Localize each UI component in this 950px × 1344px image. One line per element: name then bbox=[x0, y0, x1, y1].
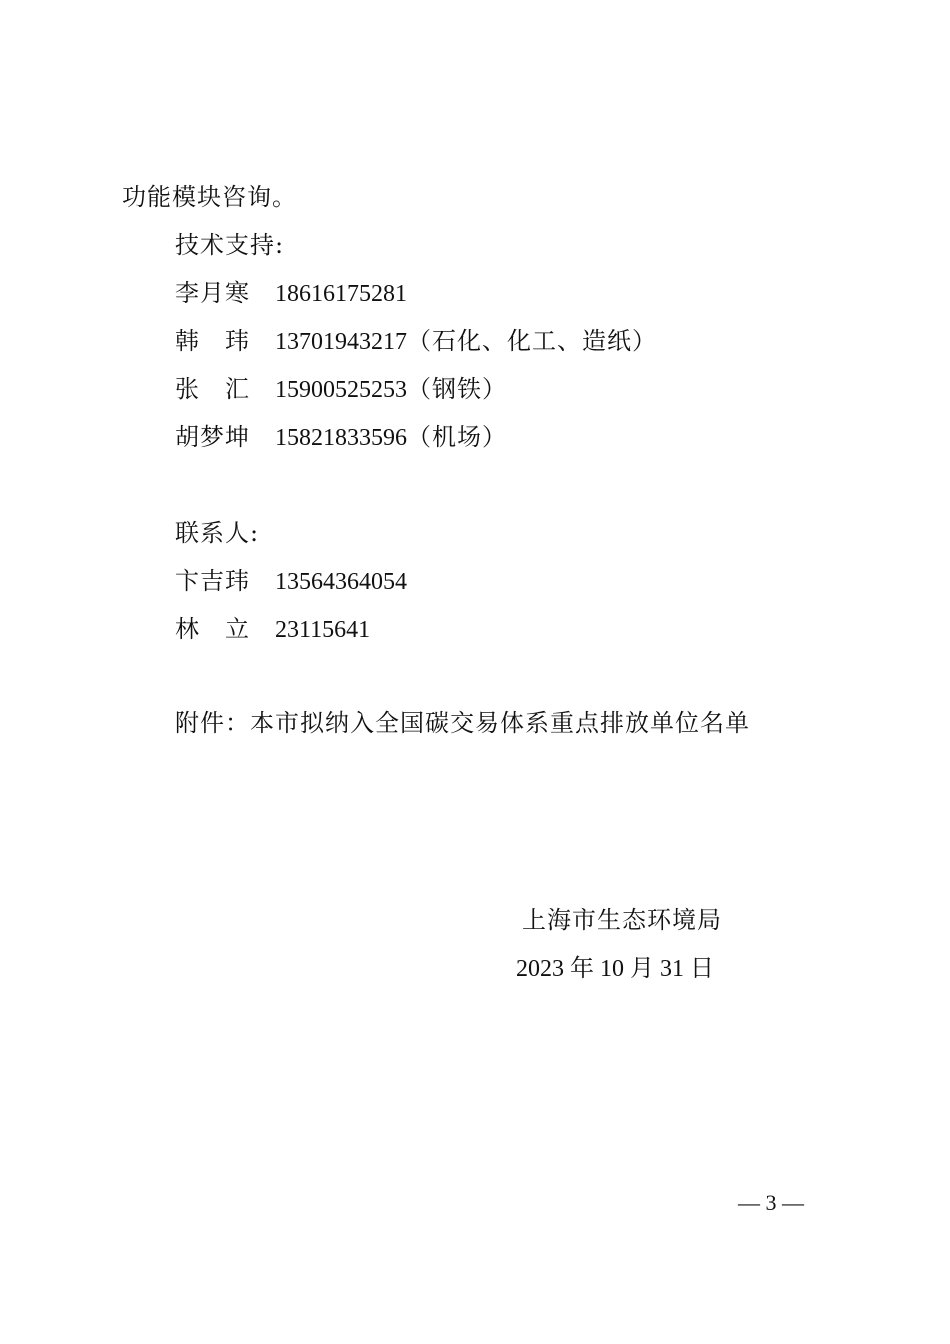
issuer-name: 上海市生态环境局 bbox=[522, 906, 722, 934]
tech-support-contact bbox=[175, 374, 507, 405]
liaison-contact bbox=[175, 614, 370, 645]
issue-date: 2023 年 10 月 31 日 bbox=[516, 956, 714, 982]
contact-name: 林 立 bbox=[175, 615, 250, 643]
contact-name: 张 汇 bbox=[175, 375, 250, 403]
contact-note: （钢铁） bbox=[407, 375, 507, 403]
contact-phone: 15900525253 bbox=[275, 377, 407, 403]
liaison-contact bbox=[175, 566, 407, 597]
tech-support-contact bbox=[175, 278, 407, 309]
contact-name: 卞吉玮 bbox=[175, 567, 250, 595]
tech-support-contact bbox=[175, 422, 507, 453]
contact-phone: 13564364054 bbox=[275, 569, 407, 595]
contact-name: 韩 玮 bbox=[175, 327, 250, 355]
contact-phone: 18616175281 bbox=[275, 281, 407, 307]
contact-phone: 23115641 bbox=[275, 617, 371, 643]
liaison-heading: 联系人: bbox=[175, 519, 260, 547]
contact-note: （石化、化工、造纸） bbox=[407, 327, 657, 355]
contact-phone: 15821833596 bbox=[275, 425, 407, 451]
attachment-line: 附件：本市拟纳入全国碳交易体系重点排放单位名单 bbox=[175, 709, 750, 737]
contact-name: 李月寒 bbox=[175, 279, 250, 307]
contact-note: （机场） bbox=[407, 423, 507, 451]
page-number: — 3 — bbox=[738, 1190, 804, 1215]
contact-phone: 13701943217 bbox=[275, 329, 407, 355]
paragraph-continuation: 功能模块咨询。 bbox=[122, 183, 297, 211]
contact-name: 胡梦坤 bbox=[175, 423, 250, 451]
tech-support-heading: 技术支持: bbox=[175, 231, 285, 259]
tech-support-contact bbox=[175, 326, 657, 357]
